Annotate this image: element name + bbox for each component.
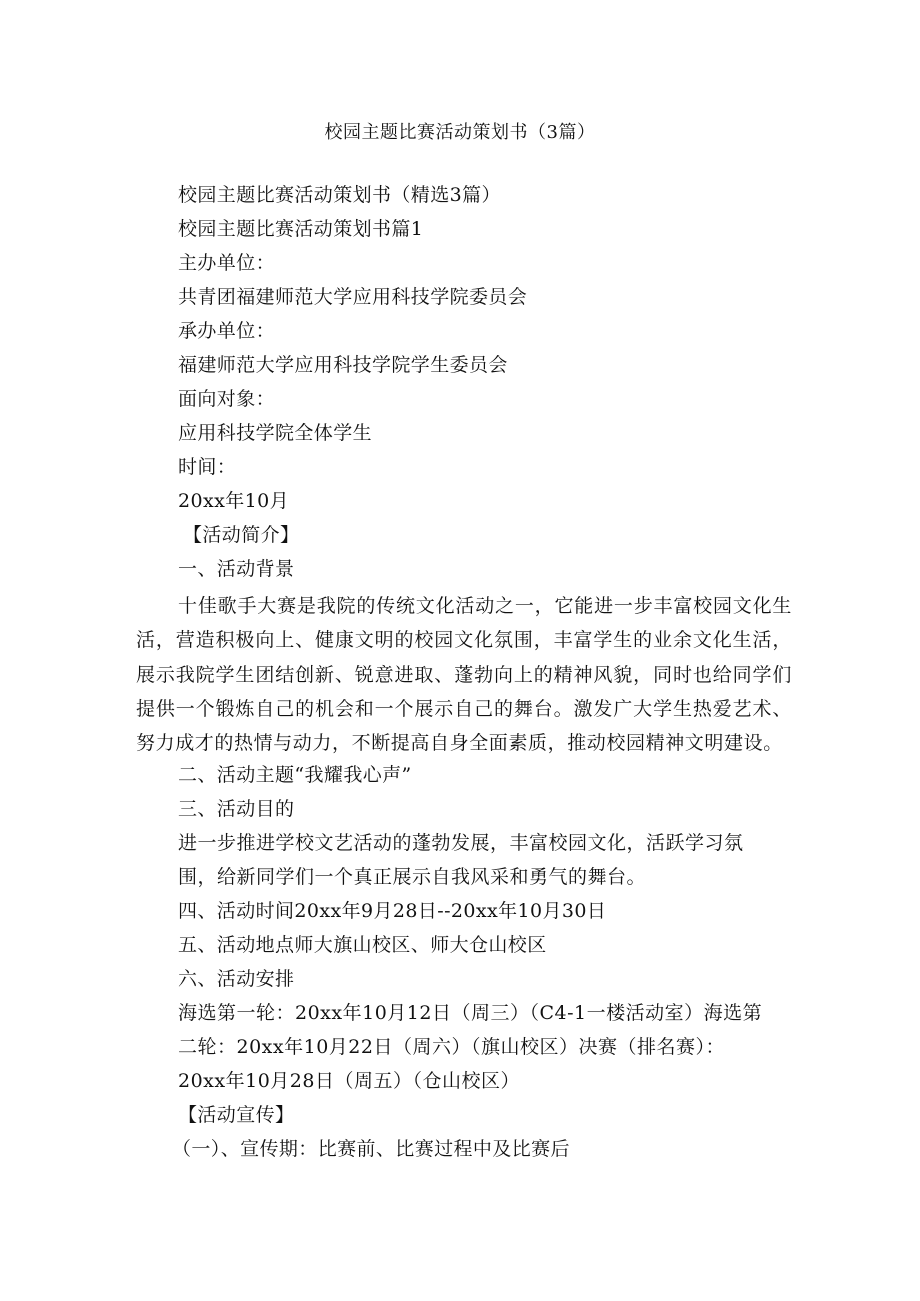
background-heading: 一、活动背景	[178, 558, 295, 580]
theme-heading: 二、活动主题“我耀我心声”	[178, 764, 412, 786]
purpose-line-2: 围，给新同学们一个真正展示自我风采和勇气的舞台。	[178, 866, 647, 888]
purpose-heading: 三、活动目的	[178, 798, 295, 820]
time-value: 20xx年10月	[178, 490, 289, 512]
audience-value: 应用科技学院全体学生	[178, 422, 373, 444]
schedule-line-3: 20xx年10月28日（周五）（仓山校区）	[178, 1070, 520, 1092]
activity-time-line: 四、活动时间20xx年9月28日--20xx年10月30日	[178, 900, 607, 922]
schedule-line-1: 海选第一轮：20xx年10月12日（周三）（C4-1一楼活动室）海选第	[178, 1002, 763, 1024]
subtitle-line: 校园主题比赛活动策划书（精选3篇）	[178, 184, 501, 206]
publicity-period-line: （一）、宣传期：比赛前、比赛过程中及比赛后	[172, 1138, 570, 1160]
audience-label: 面向对象：	[178, 388, 276, 410]
activity-intro-heading: 【活动简介】	[183, 524, 300, 546]
organizer-value: 共青团福建师范大学应用科技学院委员会	[178, 286, 528, 308]
organizer-label: 主办单位：	[178, 252, 276, 274]
activity-location-line: 五、活动地点师大旗山校区、师大仓山校区	[178, 934, 547, 956]
publicity-heading: 【活动宣传】	[178, 1104, 295, 1126]
schedule-heading: 六、活动安排	[178, 968, 295, 990]
time-label: 时间：	[178, 456, 237, 478]
undertaker-label: 承办单位：	[178, 320, 276, 342]
schedule-line-2: 二轮：20xx年10月22日（周六）（旗山校区）决赛（排名赛）：	[178, 1036, 725, 1058]
purpose-line-1: 进一步推进学校文艺活动的蓬勃发展，丰富校园文化，活跃学习氛	[178, 832, 744, 854]
background-paragraph: 十佳歌手大赛是我院的传统文化活动之一，它能进一步丰富校园文化生活，营造积极向上、健康文明的校园文化氛围，丰富学生的业余文化生活，展示我院学生团结创新、锐意进取、蓬勃向上的精神风貌，同时也给同学们提供一个锻炼自己的机会和一个展示自己的舞台。激发广大学生热爱艺术、努力成才的热情与动力，不断提高自身全面素质，推动校园精神文明建设。	[136, 595, 792, 755]
section-heading: 校园主题比赛活动策划书篇1	[178, 218, 424, 240]
undertaker-value: 福建师范大学应用科技学院学生委员会	[178, 354, 508, 376]
document-title: 校园主题比赛活动策划书（3篇）	[324, 122, 596, 143]
